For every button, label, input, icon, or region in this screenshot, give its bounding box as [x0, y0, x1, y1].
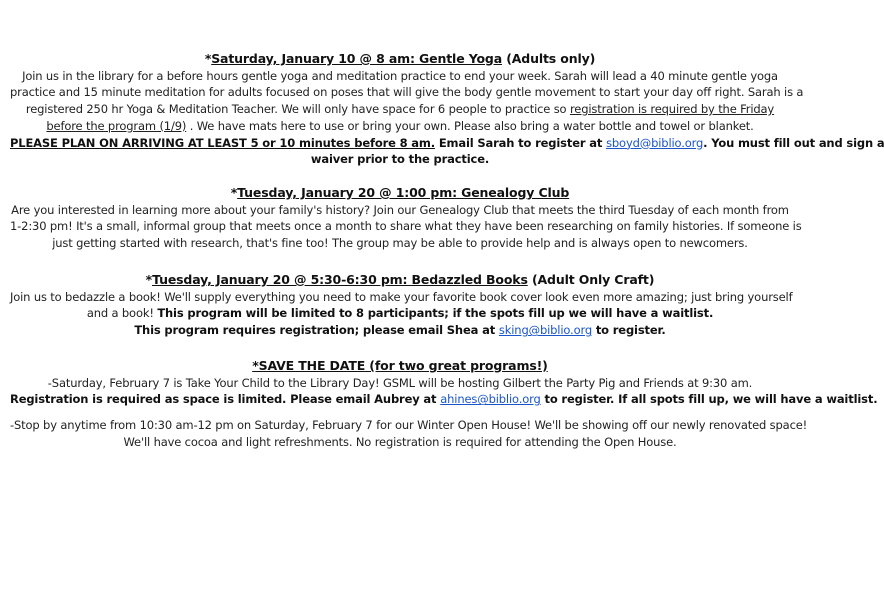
event-title: Saturday, January 10 @ 8 am: Gentle Yoga [211, 51, 502, 66]
event-body-line: Are you interested in learning more about your family's history? Join our Genealogy Club that meets the third Tuesday of each month from [11, 202, 789, 217]
event-title: Tuesday, January 20 @ 1:00 pm: Genealogy Club [237, 185, 570, 200]
event-body-line [10, 101, 790, 118]
event-star: * [230, 185, 238, 200]
event-notice-line [10, 322, 790, 339]
arrival-notice: PLEASE PLAN ON ARRIVING AT LEAST 5 or 10 minutes before 8 am. [10, 135, 435, 150]
notice-text: Registration is required as space is limited. Please email Aubrey at [10, 392, 441, 407]
event-notice-line: waiver prior to the practice. [310, 152, 490, 167]
event-genealogy-club [10, 185, 802, 252]
event-body-line: just getting started with research, that's fine too! The group may be able to provide help and is always open to newcomers. [52, 236, 748, 251]
event-title-suffix: (Adults only) [502, 51, 596, 66]
save-the-date-heading [10, 358, 790, 375]
event-heading [10, 51, 790, 68]
program-notice-line [10, 391, 878, 408]
event-heading [10, 272, 790, 289]
event-star: * [204, 51, 212, 66]
event-body-text: and a book! [86, 306, 158, 321]
event-body-line: Join us to bedazzle a book! We'll supply everything you need to make your favorite book cover look even more amazing; just bring yourself [10, 289, 793, 304]
notice-text: to register. [591, 323, 666, 338]
event-body-line [10, 118, 790, 135]
registration-deadline: registration is required by the Friday [569, 102, 775, 117]
event-gentle-yoga [10, 51, 884, 168]
notice-text: to register. If all spots fill up, we will have a waitlist. [540, 392, 878, 407]
program-line: -Stop by anytime from 10:30 am-12 pm on Saturday, February 7 for our Winter Open House! We'll be showing off our newly renovated space! [10, 418, 808, 433]
participant-limit-notice: This program will be limited to 8 participants; if the spots fill up we will have a waitlist. [157, 306, 714, 321]
event-title-suffix: (Adult Only Craft) [527, 272, 655, 287]
notice-text: Email Sarah to register at [434, 135, 607, 150]
program-line: -Saturday, February 7 is Take Your Child to the Library Day! GSML will be hosting Gilbert the Party Pig and Friends at 9:30 am. [47, 375, 753, 390]
event-body-text: registered 250 hr Yoga & Meditation Teacher. We will only have space for 6 people to practice so [25, 102, 570, 117]
event-notice-line [10, 135, 884, 152]
event-body-line [10, 305, 790, 322]
event-star: * [145, 272, 153, 287]
event-title: Tuesday, January 20 @ 5:30-6:30 pm: Bedazzled Books [152, 272, 528, 287]
spacer [10, 408, 790, 417]
event-body-line: 1-2:30 pm! It's a small, informal group that meets once a month to share what they have been researching on family histories. If someone is [10, 219, 802, 234]
notice-text: . You must fill out and sign a [703, 135, 884, 150]
program-line: We'll have cocoa and light refreshments. No registration is required for attending the Open House. [123, 434, 677, 449]
notice-text: This program requires registration; please email Shea at [134, 323, 499, 338]
save-the-date-section [10, 358, 878, 451]
email-link-sking[interactable]: sking@biblio.org [498, 323, 592, 338]
email-link-sboyd[interactable]: sboyd@biblio.org [606, 135, 704, 150]
event-heading [10, 185, 790, 202]
event-body-line: Join us in the library for a before hours gentle yoga and meditation practice to end your week. Sarah will lead a 40 minute gentle yoga [22, 68, 778, 83]
event-bedazzled-books [10, 272, 793, 339]
save-the-date-title: *SAVE THE DATE (for two great programs!) [252, 358, 548, 373]
registration-deadline-date: before the program (1/9) [46, 118, 187, 133]
event-body-line: practice and 15 minute meditation for adults focused on poses that will give the body gentle movement to start your day off right. Sarah is a [10, 85, 804, 100]
event-body-text: . We have mats here to use or bring your own. Please also bring a water bottle and towel or blanket. [186, 118, 754, 133]
email-link-ahines[interactable]: ahines@biblio.org [440, 392, 541, 407]
